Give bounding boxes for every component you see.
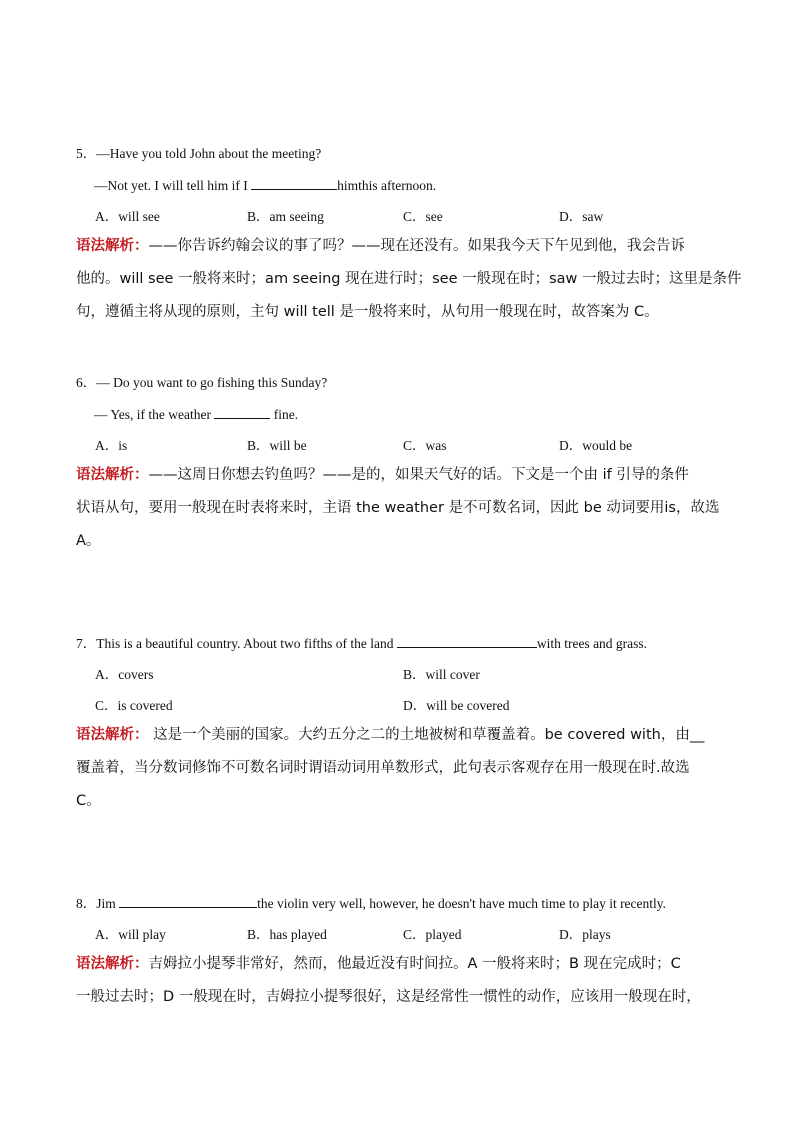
option-d: D．will be covered (403, 698, 510, 713)
question-8 (76, 895, 736, 1014)
question-6 (76, 375, 736, 558)
answer-blank (214, 406, 270, 419)
option-b: B．will be (247, 438, 307, 453)
analysis-line: 这是一个美丽的国家。大约五分之二的土地被树和草覆盖着。be covered with，由__ (148, 727, 705, 743)
answer-blank (119, 895, 257, 908)
option-b: B．will cover (403, 667, 480, 682)
question-5-options (76, 209, 736, 225)
option-a: A．covers (95, 667, 154, 682)
option-d: D．plays (559, 927, 611, 942)
question-6-number: 6． (76, 375, 97, 390)
analysis-line: ——你告诉约翰会议的事了吗？——现在还没有。如果我今天下午见到他，我会告诉 (148, 238, 685, 254)
question-8-number: 8． (76, 896, 97, 911)
option-d: D．would be (559, 438, 633, 453)
analysis-line: 他的。will see 一般将来时；am seeing 现在进行时；see 一般现在时；saw 一般过去时；这里是条件 (76, 271, 742, 287)
option-a: A．will see (95, 209, 160, 224)
analysis-line: 吉姆拉小提琴非常好，然而，他最近没有时间拉。A 一般将来时；B 现在完成时；C (148, 956, 681, 972)
option-a: A．is (95, 438, 128, 453)
question-6-line1 (76, 375, 736, 391)
question-8-analysis (76, 948, 736, 1014)
question-8-line1-after-blank: the violin very well, however, he doesn't have much time to play it recently. (257, 896, 667, 911)
analysis-line: ——这周日你想去钓鱼吗？——是的，如果天气好的话。下文是一个由 if 引导的条件 (148, 467, 689, 483)
question-6-line1-text: — Do you want to go fishing this Sunday? (96, 375, 328, 390)
question-5-line2-before-blank: —Not yet. I will tell him if I (94, 178, 252, 193)
question-7-options-row1 (76, 667, 736, 683)
question-7-analysis (76, 719, 736, 818)
option-c: C．see (403, 209, 443, 224)
analysis-line: A。 (76, 533, 101, 549)
option-c: C．was (403, 438, 447, 453)
question-6-analysis (76, 459, 736, 558)
analysis-line: 覆盖着，当分数词修饰不可数名词时谓语动词用单数形式，此句表示客观存在用一般现在时.故选 (76, 760, 690, 776)
analysis-label: 语法解析： (76, 727, 149, 743)
question-5-line2 (76, 177, 736, 194)
answer-blank (251, 177, 337, 190)
option-c: C．is covered (95, 698, 173, 713)
analysis-line: 状语从句，要用一般现在时表将来时，主语 the weather 是不可数名词，因此 be 动词要用is，故选 (76, 500, 720, 516)
question-8-line1 (76, 895, 736, 912)
question-6-line2-before-blank: — Yes, if the weather (94, 407, 215, 422)
question-6-options (76, 438, 736, 454)
question-8-line1-before-blank: Jim (96, 896, 120, 911)
option-c: C．played (403, 927, 462, 942)
option-d: D．saw (559, 209, 604, 224)
question-7-line1-after-blank: with trees and grass. (536, 636, 648, 651)
question-5 (76, 146, 742, 329)
answer-blank (397, 635, 537, 648)
question-6-line2-after-blank: fine. (270, 407, 299, 422)
question-7 (76, 635, 736, 818)
analysis-label: 语法解析： (76, 956, 149, 972)
option-a: A．will play (95, 927, 166, 942)
question-8-options (76, 927, 736, 943)
question-6-line2 (76, 406, 736, 423)
analysis-label: 语法解析： (76, 467, 149, 483)
question-5-analysis (76, 230, 742, 329)
analysis-line: 一般过去时；D 一般现在时，吉姆拉小提琴很好，这是经常性一惯性的动作，应该用一般现在时， (76, 989, 701, 1005)
question-7-line1 (76, 635, 736, 652)
question-5-line1 (76, 146, 736, 162)
analysis-line: C。 (76, 793, 101, 809)
analysis-line: 句，遵循主将从现的原则，主句 will tell 是一般将来时，从句用一般现在时，故答案为 C。 (76, 304, 659, 320)
question-5-line2-after-blank: himthis afternoon. (337, 178, 437, 193)
question-7-number: 7． (76, 636, 97, 651)
question-7-options-row2 (76, 698, 736, 714)
question-5-number: 5． (76, 146, 97, 161)
analysis-label: 语法解析： (76, 238, 149, 254)
question-5-line1-text: —Have you told John about the meeting? (96, 146, 322, 161)
option-b: B．has played (247, 927, 327, 942)
option-b: B．am seeing (247, 209, 324, 224)
question-7-line1-before-blank: This is a beautiful country. About two fifths of the land (96, 636, 397, 651)
